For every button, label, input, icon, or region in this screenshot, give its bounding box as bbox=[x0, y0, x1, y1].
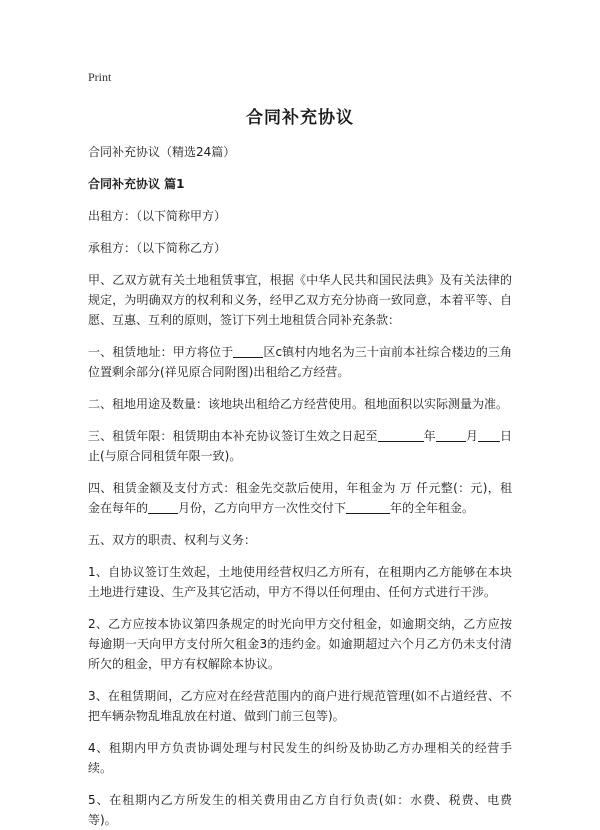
clause-3-year: 年 bbox=[423, 429, 436, 443]
clause-4-text-c: 年的全年租金。 bbox=[390, 501, 475, 515]
clause-3-text-a: 三、租赁年限：租赁期由本补充协议签订生效之日起至 bbox=[88, 429, 378, 443]
clause-3-text-b: 日止(与原合同租赁年限一致)。 bbox=[88, 429, 512, 463]
clause-5-item-4: 4、租期内甲方负责协调处理与村民发生的纠纷及协助乙方办理相关的经营手续。 bbox=[88, 741, 512, 775]
selection-note: 合同补充协议（精选24篇） bbox=[88, 145, 236, 159]
clause-2: 二、租地用途及数量：该地块出租给乙方经营使用。租地面积以实际测量为准。 bbox=[88, 397, 509, 411]
blank-field bbox=[378, 429, 424, 442]
clause-5: 五、双方的职责、权利与义务： bbox=[88, 533, 257, 547]
print-link[interactable]: Print bbox=[88, 70, 112, 84]
clause-5-item-5: 5、在租期内乙方所发生的相关费用由乙方自行负责(如：水费、税费、电费等)。 bbox=[88, 793, 512, 827]
blank-field bbox=[346, 501, 390, 514]
clause-5-item-2: 2、乙方应按本协议第四条规定的时光向甲方交付租金，如逾期交纳，乙方应按每逾期一天向甲方支付所欠租金3的违约金。如逾期超过六个月乙方仍未支付清所欠的租金，甲方有权解除本协议。 bbox=[88, 617, 512, 671]
section-title: 合同补充协议 篇1 bbox=[88, 177, 185, 191]
clause-1 bbox=[88, 342, 512, 382]
blank-field bbox=[148, 501, 178, 514]
intro-paragraph: 甲、乙双方就有关土地租赁事宜，根据《中华人民共和国民法典》及有关法律的规定，为明确双方的权利和义务，经甲乙双方充分协商一致同意，本着平等、自愿、互惠、互利的原则，签订下列土地租赁合同补充条款： bbox=[88, 273, 512, 327]
blank-field bbox=[233, 345, 263, 358]
lessee-line: 承租方：（以下简称乙方） bbox=[88, 241, 227, 255]
clause-4-text-a: 四、租赁金额及支付方式：租金先交款后使用，年租金为 万 仟元整(：元)，租金在每年的 bbox=[88, 481, 512, 515]
clause-3-month: 月 bbox=[465, 429, 478, 443]
clause-1-text-a: 一、租赁地址：甲方将位于 bbox=[88, 345, 234, 359]
clause-4 bbox=[88, 478, 512, 518]
lessor-line: 出租方：（以下简称甲方） bbox=[88, 209, 227, 223]
clause-3 bbox=[88, 426, 512, 466]
clause-4-text-b: 月份，乙方向甲方一次性交付下 bbox=[178, 501, 347, 515]
clause-1-text-b: 区c镇村内地名为三十亩前本社综合楼边的三角位置剩余部分(祥见原合同附图)出租给乙方经营。 bbox=[88, 345, 512, 379]
document-title: 合同补充协议 bbox=[246, 108, 354, 128]
clause-5-item-1: 1、自协议签订生效起，土地使用经营权归乙方所有，在租期内乙方能够在本块土地进行建设、生产及其它活动，甲方不得以任何理由、任何方式进行干涉。 bbox=[88, 565, 512, 599]
blank-field bbox=[436, 429, 466, 442]
blank-field bbox=[478, 429, 500, 442]
clause-5-item-3: 3、在租赁期间，乙方应对在经营范围内的商户进行规范管理(如不占道经营、不把车辆杂物乱堆乱放在村道、做到门前三包等)。 bbox=[88, 689, 512, 723]
